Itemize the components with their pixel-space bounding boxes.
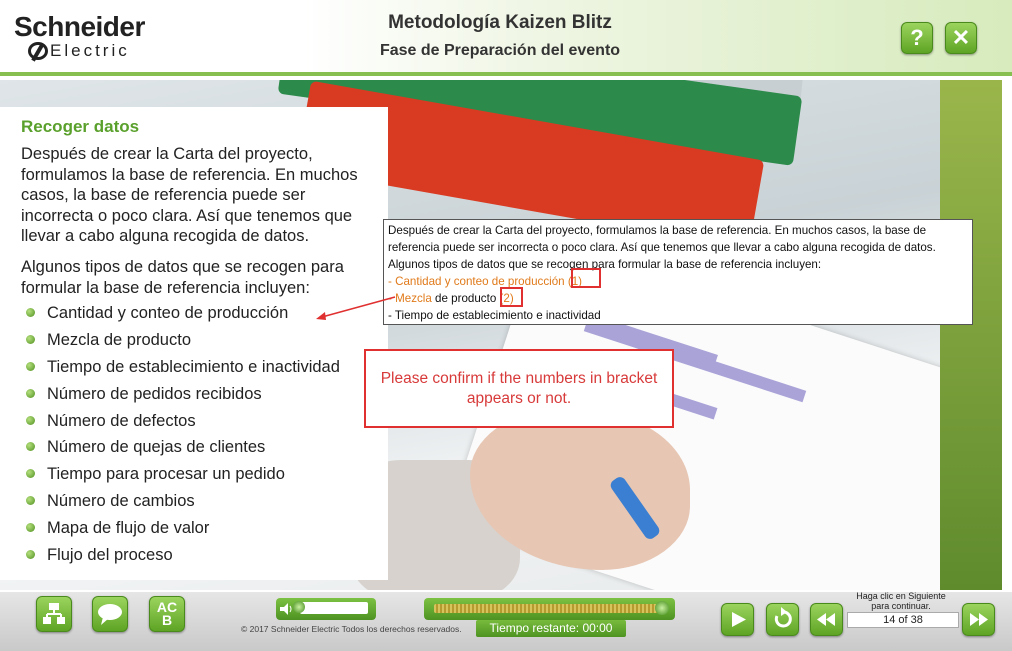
list-item (26, 545, 340, 572)
progress-track[interactable] (434, 604, 660, 613)
time-remaining: Tiempo restante: 00:00 (476, 620, 626, 637)
list-item-label: Número de quejas de clientes (47, 438, 266, 457)
list-item-label: Número de pedidos recibidos (47, 384, 262, 403)
data-types-list (26, 303, 340, 572)
transcript-button[interactable] (92, 596, 128, 632)
volume-slider-handle[interactable] (293, 601, 305, 613)
fast-forward-icon (963, 604, 994, 635)
note-line-2: referencia puede ser incorrecta o poco clara. Así que tenemos que llevar a cabo alguna recogida de datos. (388, 241, 936, 254)
bullet-icon (26, 389, 35, 398)
replay-button[interactable] (766, 603, 799, 636)
sitemap-button[interactable] (36, 596, 72, 632)
note-item-1-text: - Cantidad y conteo de producción (388, 275, 565, 288)
play-icon (722, 604, 753, 635)
schneider-electric-logo (14, 12, 164, 64)
list-item-label: Tiempo para procesar un pedido (47, 465, 285, 484)
bullet-icon (26, 469, 35, 478)
content-panel (0, 107, 388, 580)
play-button[interactable] (721, 603, 754, 636)
list-item-label: Tiempo de establecimiento e inactividad (47, 357, 340, 376)
course-title: Metodología Kaizen Blitz (388, 12, 612, 33)
note-item-1 (388, 273, 968, 290)
bullet-icon (26, 416, 35, 425)
list-item-label: Flujo del proceso (47, 546, 173, 565)
highlight-box-2 (500, 287, 523, 307)
note-item-3: - Tiempo de establecimiento e inactividad (388, 309, 601, 322)
logo-line1: Schneider (14, 11, 145, 42)
logo-line2-text: Electric (50, 41, 130, 60)
bullet-icon (26, 496, 35, 505)
bullet-icon (26, 442, 35, 451)
list-item (26, 437, 340, 464)
speaker-icon (278, 601, 294, 617)
note-item-2-orange: - Mezcla (388, 292, 432, 305)
note-line-1: Después de crear la Carta del proyecto, formulamos la base de referencia. En muchos casos, la base de (388, 224, 927, 237)
next-button[interactable] (962, 603, 995, 636)
logo-line2 (14, 42, 164, 60)
panel-paragraph-2: Algunos tipos de datos que se recogen para formular la base de referencia incluyen: (21, 258, 344, 297)
list-item-label: Mapa de flujo de valor (47, 519, 210, 538)
close-button[interactable]: ✕ (945, 22, 977, 54)
list-item (26, 303, 340, 330)
glossary-button[interactable]: AC B (149, 596, 185, 632)
header-bar (0, 0, 1012, 76)
note-item-2-number: (2) (499, 292, 514, 305)
list-item (26, 491, 340, 518)
list-item (26, 357, 340, 384)
speech-bubble-icon (93, 597, 127, 631)
help-button[interactable]: ? (901, 22, 933, 54)
list-item-label: Mezcla de producto (47, 330, 191, 349)
note-item-2 (388, 290, 968, 307)
logo-mark-icon (28, 42, 48, 60)
bullet-icon (26, 335, 35, 344)
bullet-icon (26, 308, 35, 317)
replay-icon (767, 604, 798, 635)
course-subtitle: Fase de Preparación del evento (379, 42, 621, 59)
next-hint: Haga clic en Siguiente para continuar. (856, 591, 946, 611)
page-counter: 14 of 38 (847, 612, 959, 628)
rewind-icon (811, 604, 842, 635)
list-item (26, 518, 340, 545)
note-line-3: Algunos tipos de datos que se recogen para formular la base de referencia incluyen: (388, 258, 822, 271)
bullet-icon (26, 550, 35, 559)
photo-plant (940, 80, 1002, 590)
note-item-2-rest: de producto (431, 292, 497, 305)
bullet-icon (26, 362, 35, 371)
panel-heading: Recoger datos (21, 117, 140, 136)
list-item (26, 464, 340, 491)
list-item-label: Cantidad y conteo de producción (47, 304, 289, 322)
list-item-label: Número de defectos (47, 411, 196, 430)
annotation-arrow-icon (310, 285, 400, 325)
copyright-text: © 2017 Schneider Electric Todos los derechos reservados. (241, 624, 462, 634)
list-item (26, 330, 340, 357)
list-item (26, 384, 340, 411)
note-item-1-number: (1) (567, 275, 583, 288)
volume-slider-track[interactable] (300, 602, 368, 614)
progress-handle[interactable] (655, 601, 669, 615)
list-item (26, 411, 340, 438)
panel-paragraph-1: Después de crear la Carta del proyecto, formulamos la base de referencia. En muchos casos, la base de referencia puede ser incorrecta o poco clara. Así que tenemos que llevar a cabo alguna recogida de datos. (21, 145, 358, 245)
list-item-label: Número de cambios (47, 492, 195, 511)
sitemap-icon (37, 597, 71, 631)
previous-button[interactable] (810, 603, 843, 636)
review-callout: Please confirm if the numbers in bracket appears or not. (364, 349, 674, 428)
review-note-box (383, 219, 973, 325)
highlight-box-1 (571, 268, 601, 288)
bullet-icon (26, 523, 35, 532)
